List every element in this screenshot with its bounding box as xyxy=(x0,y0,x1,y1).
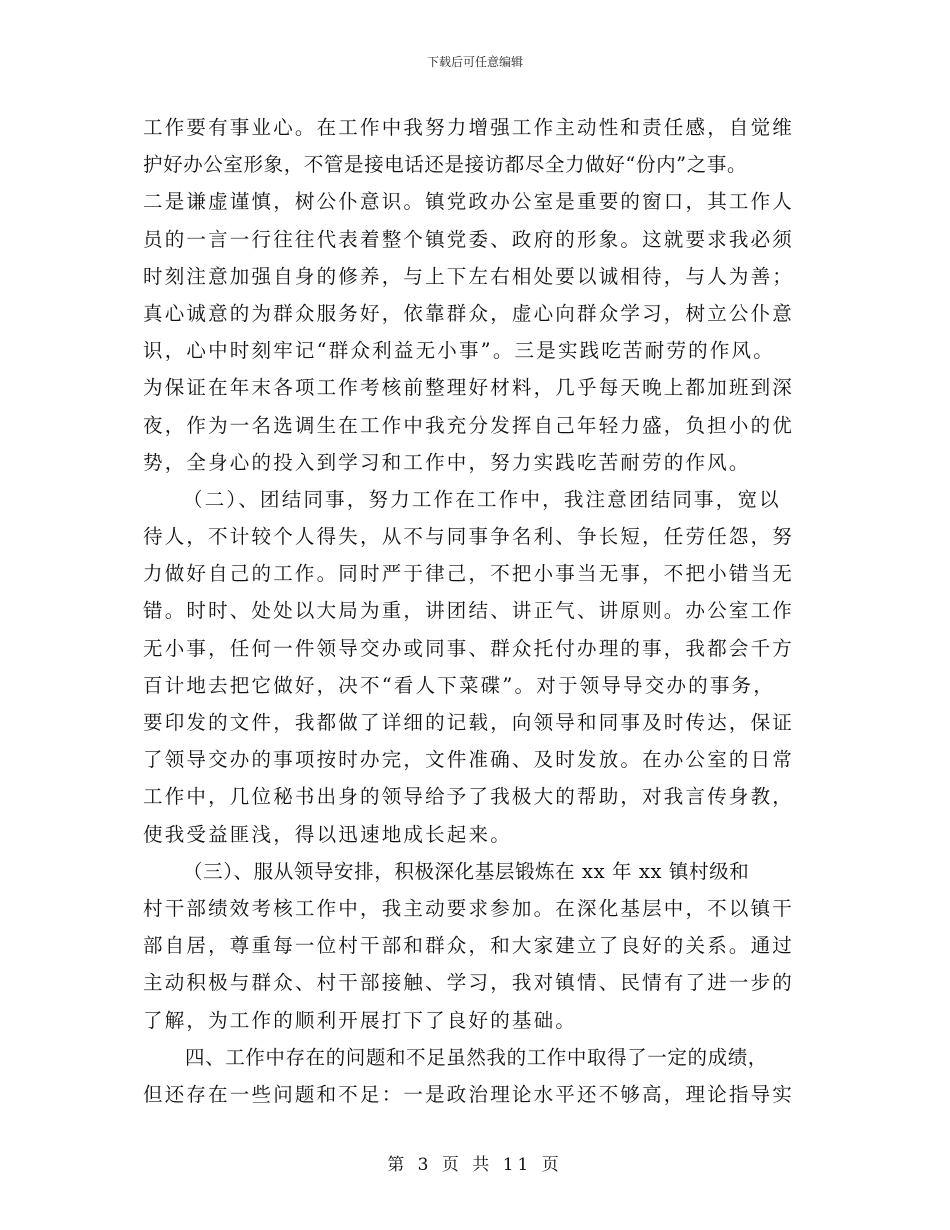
body-line: 无小事，任何一件领导交办或同事、群众托付办理的事，我都会千方 xyxy=(143,636,795,660)
body-line: 了解，为工作的顺利开展打下了良好的基础。 xyxy=(143,1008,578,1032)
body-line: 百计地去把它做好，决不“看人下菜碟”。对于领导导交办的事务， xyxy=(143,673,775,697)
paragraph-start-line: （二）、团结同事，努力工作在工作中，我注意团结同事，宽以 xyxy=(183,487,781,511)
page-header: 下载后可任意编辑 xyxy=(426,55,523,69)
body-line: 员的一言一行往往代表着整个镇党委、政府的形象。这就要求我必须 xyxy=(143,227,795,251)
body-line: 工作中，几位秘书出身的领导给予了我极大的帮助，对我言传身教， xyxy=(143,785,795,809)
body-line: 村干部绩效考核工作中，我主动要求参加。在深化基层中，不以镇干 xyxy=(143,896,795,920)
paragraph-start-line: 四、工作中存在的问题和不足虽然我的工作中取得了一定的成绩， xyxy=(185,1045,768,1069)
body-line: 错。时时、处处以大局为重，讲团结、讲正气、讲原则。办公室工作 xyxy=(143,599,795,623)
body-line: 为保证在年末各项工作考核前整理好材料，几乎每天晚上都加班到深 xyxy=(143,376,795,400)
body-line: 主动积极与群众、村干部接触、学习，我对镇情、民情有了进一步的 xyxy=(143,971,795,995)
body-line: 部自居，尊重每一位村干部和群众，和大家建立了良好的关系。通过 xyxy=(143,934,795,958)
body-line: 势，全身心的投入到学习和工作中，努力实践吃苦耐劳的作风。 xyxy=(143,450,751,474)
body-line: 但还存在一些问题和不足：一是政治理论水平还不够高，理论指导实 xyxy=(143,1082,795,1106)
body-line: 护好办公室形象，不管是接电话还是接访都尽全力做好“份内”之事。 xyxy=(143,153,748,177)
body-line: 真心诚意的为群众服务好，依靠群众，虚心向群众学习，树立公仆意 xyxy=(143,301,795,325)
body-line: 夜，作为一名选调生在工作中我充分发挥自己年轻力盛，负担小的优 xyxy=(143,413,795,437)
body-line: 识，心中时刻牢记“群众利益无小事”。三是实践吃苦耐劳的作风。 xyxy=(143,339,775,363)
document-body xyxy=(143,109,808,1113)
body-line: 时刻注意加强自身的修养，与上下左右相处要以诚相待，与人为善； xyxy=(143,264,795,288)
body-line: 工作要有事业心。在工作中我努力增强工作主动性和责任感，自觉维 xyxy=(143,116,795,139)
body-line: 待人，不计较个人得失，从不与同事争名利、争长短，任劳任怨，努 xyxy=(143,525,795,549)
body-line: 了领导交办的事项按时办完，文件准确、及时发放。在办公室的日常 xyxy=(143,748,795,772)
body-line: 使我受益匪浅，得以迅速地成长起来。 xyxy=(143,822,512,846)
paragraph-start-line: （三）、服从领导安排，积极深化基层锻炼在 xx 年 xx 镇村级和 xyxy=(183,859,750,883)
body-line: 要印发的文件，我都做了详细的记载，向领导和同事及时传达，保证 xyxy=(143,711,795,734)
body-line: 力做好自己的工作。同时严于律己，不把小事当无事，不把小错当无 xyxy=(143,562,795,586)
page-number-footer: 第 3 页 共 11 页 xyxy=(387,1155,563,1175)
body-line: 二是谦虚谨慎，树公仆意识。镇党政办公室是重要的窗口，其工作人 xyxy=(143,190,795,214)
